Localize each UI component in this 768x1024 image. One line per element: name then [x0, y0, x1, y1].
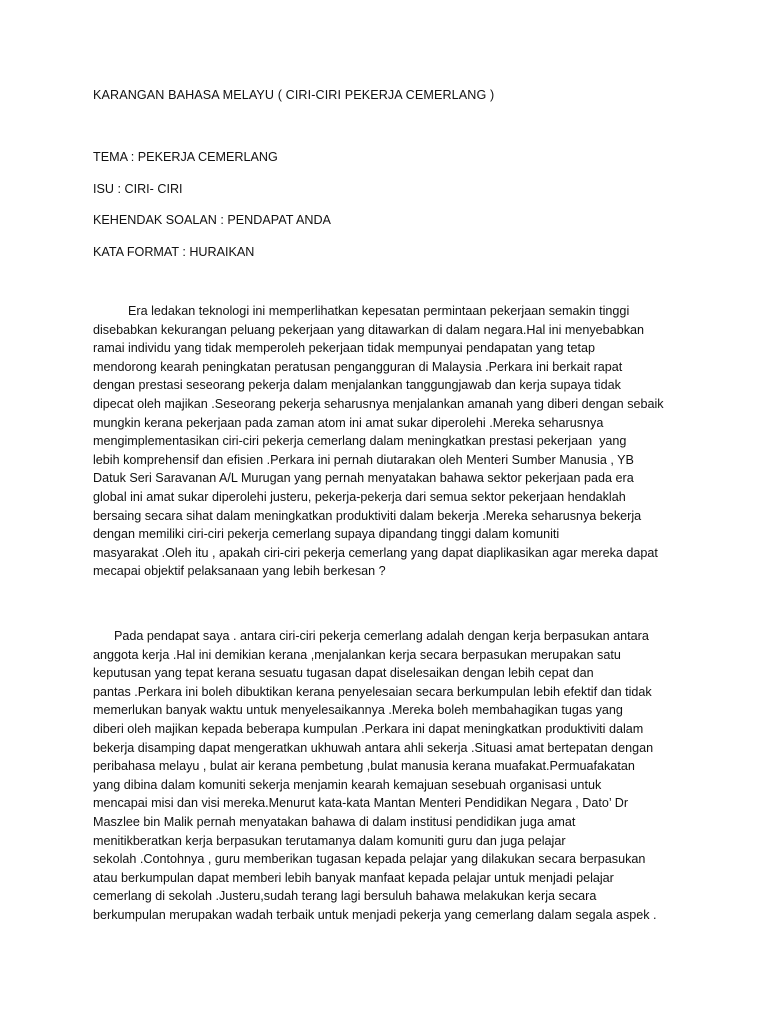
paragraph-line: Datuk Seri Saravanan A/L Murugan yang pernah menyatakan bahawa sektor pekerjaan pada era [93, 471, 634, 486]
paragraph-line: berkumpulan merupakan wadah terbaik untuk menjadi pekerja yang cemerlang dalam segala aspek . [93, 907, 657, 922]
paragraph-line: Era ledakan teknologi ini memperlihatkan kepesatan permintaan pekerjaan semakin tinggi [93, 304, 630, 318]
paragraph-line: anggota kerja .Hal ini demikian kerana ,menjalankan kerja secara berpasukan merupakan satu [93, 647, 621, 662]
meta-kehendak-soalan: KEHENDAK SOALAN : PENDAPAT ANDA [93, 213, 331, 227]
paragraph-line: bersaing secara sihat dalam meningkatkan produktiviti dalam bekerja .Mereka seharusnya bekerja [93, 508, 642, 523]
paragraph-line: bekerja disamping dapat mengeratkan ukhuwah antara ahli sekerja .Situasi amat bertepatan dengan [93, 740, 654, 755]
meta-tema: TEMA : PEKERJA CEMERLANG [93, 150, 278, 164]
paragraph-line: disebabkan kekurangan peluang pekerjaan yang ditawarkan di dalam negara.Hal ini menyebabkan [93, 322, 645, 337]
paragraph-line: memerlukan banyak waktu untuk menyelesaikannya .Mereka boleh membahagikan tugas yang [93, 703, 623, 718]
paragraph-line: ramai individu yang tidak memperoleh pekerjaan tidak mempunyai pendapatan yang tetap [93, 341, 595, 356]
paragraph-line: global ini amat sukar diperolehi justeru, pekerja-pekerja dari semua sektor pekerjaan hendaklah [93, 489, 626, 504]
paragraph-point-one [93, 627, 683, 925]
paragraph-line: menitikberatkan kerja berpasukan terutamanya dalam komuniti guru dan juga pelajar [93, 833, 566, 848]
paragraph-line: yang dibina dalam komuniti sekerja menjamin kearah kemajuan sesebuah organisasi untuk [93, 777, 602, 792]
paragraph-line: sekolah .Contohnya , guru memberikan tugasan kepada pelajar yang dilakukan secara berpasukan [93, 852, 646, 867]
paragraph-line: keputusan yang tepat kerana sesuatu tugasan dapat diselesaikan dengan lebih cepat dan [93, 666, 594, 681]
meta-isu: ISU : CIRI- CIRI [93, 182, 183, 196]
paragraph-line: diberi oleh majikan kepada beberapa kumpulan .Perkara ini dapat meningkatkan produktiviti dalam [93, 721, 644, 736]
paragraph-line: mencapai misi dan visi mereka.Menurut kata-kata Mantan Menteri Pendidikan Negara , Dato’ Dr [93, 796, 629, 811]
paragraph-line: masyarakat .Oleh itu , apakah ciri-ciri pekerja cemerlang yang dapat diaplikasikan agar mereka dapat [93, 545, 658, 560]
paragraph-line: pantas .Perkara ini boleh dibuktikan kerana penyelesaian secara berkumpulan lebih efektif dan tidak [93, 684, 652, 699]
meta-kata-format: KATA FORMAT : HURAIKAN [93, 245, 255, 259]
paragraph-line: dengan prestasi seseorang pekerja dalam menjalankan tanggungjawab dan kerja supaya tidak [93, 378, 621, 393]
paragraph-line: Maszlee bin Malik pernah menyatakan bahawa di dalam institusi pendidikan juga amat [93, 814, 576, 829]
paragraph-line: mungkin kerana pekerjaan pada zaman atom ini amat sukar diperolehi .Mereka seharusnya [93, 415, 604, 430]
paragraph-line: peribahasa melayu , bulat air kerana pembetung ,bulat manusia kerana muafakat.Permuafakatan [93, 759, 635, 774]
paragraph-line: mecapai objektif pelaksanaan yang lebih berkesan ? [93, 564, 386, 579]
paragraph-line: atau berkumpulan dapat memberi lebih banyak manfaat kepada pelajar untuk menjadi pelajar [93, 870, 614, 885]
paragraph-line: lebih komprehensif dan efisien .Perkara ini pernah diutarakan oleh Menteri Sumber Manusia , YB [93, 452, 634, 467]
paragraph-line: dipecat oleh majikan .Seseorang pekerja seharusnya menjalankan amanah yang diberi dengan sebaik [93, 396, 664, 411]
paragraph-line: cemerlang di sekolah .Justeru,sudah terang lagi bersuluh bahawa melakukan kerja secara [93, 889, 597, 904]
paragraph-line: mendorong kearah peningkatan peratusan pengangguran di Malaysia .Perkara ini berkait rapat [93, 359, 623, 374]
paragraph-line: Pada pendapat saya . antara ciri-ciri pekerja cemerlang adalah dengan kerja berpasukan antara [93, 629, 649, 643]
paragraph-introduction [93, 302, 683, 581]
paragraph-line: dengan memiliki ciri-ciri pekerja cemerlang supaya dipandang tinggi dalam komuniti [93, 527, 560, 542]
paragraph-line: mengimplementasikan ciri-ciri pekerja cemerlang dalam meningkatkan prestasi pekerjaan yang [93, 434, 627, 449]
document-title: KARANGAN BAHASA MELAYU ( CIRI-CIRI PEKERJA CEMERLANG ) [93, 88, 495, 102]
